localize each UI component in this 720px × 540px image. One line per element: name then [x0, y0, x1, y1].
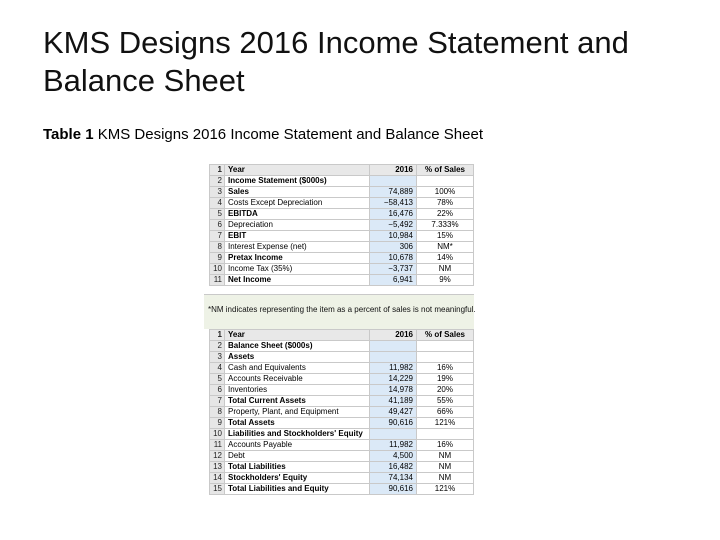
balance-row [210, 440, 474, 451]
row-value: 14,229 [370, 374, 417, 385]
income-row [210, 231, 474, 242]
row-label: Cash and Equivalents [225, 363, 370, 374]
row-pct: 121% [417, 484, 474, 495]
row-value: −5,492 [370, 220, 417, 231]
row-number: 11 [210, 440, 225, 451]
balance-row-number: 1 [210, 330, 225, 341]
row-pct: NM [417, 264, 474, 275]
row-pct: 100% [417, 187, 474, 198]
row-label: Debt [225, 451, 370, 462]
row-pct: 121% [417, 418, 474, 429]
income-year-value: 2016 [370, 165, 417, 176]
row-pct: 22% [417, 209, 474, 220]
row-value: 41,189 [370, 396, 417, 407]
row-value: −58,413 [370, 198, 417, 209]
row-number: 4 [210, 363, 225, 374]
row-number: 9 [210, 418, 225, 429]
row-label: Interest Expense (net) [225, 242, 370, 253]
row-number: 6 [210, 385, 225, 396]
row-label: Depreciation [225, 220, 370, 231]
caption-text: KMS Designs 2016 Income Statement and Balance Sheet [97, 126, 483, 143]
row-number: 5 [210, 374, 225, 385]
balance-row [210, 484, 474, 495]
balance-row [210, 473, 474, 484]
row-number: 9 [210, 253, 225, 264]
row-pct: 14% [417, 253, 474, 264]
income-row [210, 187, 474, 198]
income-statement-table [209, 164, 474, 286]
row-number: 11 [210, 275, 225, 286]
row-pct: 55% [417, 396, 474, 407]
balance-row [210, 385, 474, 396]
balance-row [210, 418, 474, 429]
row-label: Total Liabilities and Equity [225, 484, 370, 495]
balance-row [210, 462, 474, 473]
row-pct: NM [417, 473, 474, 484]
row-number: 2 [210, 176, 225, 187]
balance-row [210, 374, 474, 385]
row-number: 5 [210, 209, 225, 220]
slide-title: KMS Designs 2016 Income Statement and Balance Sheet [43, 25, 629, 98]
row-value: 16,482 [370, 462, 417, 473]
row-label: Income Tax (35%) [225, 264, 370, 275]
row-value: 14,978 [370, 385, 417, 396]
footnote-band [204, 294, 474, 329]
income-row [210, 198, 474, 209]
row-pct [417, 341, 474, 352]
row-pct: 19% [417, 374, 474, 385]
row-value [370, 352, 417, 363]
row-number: 7 [210, 231, 225, 242]
row-label: Property, Plant, and Equipment [225, 407, 370, 418]
row-number: 8 [210, 242, 225, 253]
footnote: *NM indicates representing the item as a percent of sales is not meaningful. [208, 305, 476, 314]
row-value [370, 176, 417, 187]
row-pct: NM [417, 451, 474, 462]
row-label: Sales [225, 187, 370, 198]
row-label: EBITDA [225, 209, 370, 220]
balance-row [210, 396, 474, 407]
row-label: Assets [225, 352, 370, 363]
row-pct [417, 352, 474, 363]
balance-row [210, 451, 474, 462]
row-value: 306 [370, 242, 417, 253]
income-year-label: Year [225, 165, 370, 176]
table-caption [43, 126, 483, 143]
income-pct-header: % of Sales [417, 165, 474, 176]
row-pct: NM* [417, 242, 474, 253]
row-number: 6 [210, 220, 225, 231]
balance-year-value: 2016 [370, 330, 417, 341]
row-label: Accounts Receivable [225, 374, 370, 385]
balance-row [210, 429, 474, 440]
income-row [210, 209, 474, 220]
row-label: Costs Except Depreciation [225, 198, 370, 209]
row-pct [417, 176, 474, 187]
row-label: Net Income [225, 275, 370, 286]
row-pct: 15% [417, 231, 474, 242]
caption-prefix: Table 1 [43, 126, 94, 143]
row-value: 11,982 [370, 440, 417, 451]
income-row [210, 275, 474, 286]
row-number: 14 [210, 473, 225, 484]
row-label: Inventories [225, 385, 370, 396]
row-value [370, 341, 417, 352]
row-value: 16,476 [370, 209, 417, 220]
row-number: 4 [210, 198, 225, 209]
row-label: Balance Sheet ($000s) [225, 341, 370, 352]
balance-sheet-table [209, 329, 474, 495]
income-row [210, 220, 474, 231]
income-row-number: 1 [210, 165, 225, 176]
row-value: 10,984 [370, 231, 417, 242]
income-header-row [210, 165, 474, 176]
row-pct: 7.333% [417, 220, 474, 231]
row-number: 15 [210, 484, 225, 495]
row-value: 49,427 [370, 407, 417, 418]
row-pct: 66% [417, 407, 474, 418]
row-number: 13 [210, 462, 225, 473]
income-row [210, 253, 474, 264]
row-value: 74,134 [370, 473, 417, 484]
row-label: Income Statement ($000s) [225, 176, 370, 187]
row-number: 12 [210, 451, 225, 462]
row-pct: 16% [417, 440, 474, 451]
row-value: 11,982 [370, 363, 417, 374]
row-label: Total Current Assets [225, 396, 370, 407]
row-pct: 16% [417, 363, 474, 374]
row-number: 3 [210, 352, 225, 363]
row-value: 90,616 [370, 484, 417, 495]
row-pct: 78% [417, 198, 474, 209]
income-row [210, 242, 474, 253]
row-value: 74,889 [370, 187, 417, 198]
row-value: 4,500 [370, 451, 417, 462]
balance-header-row [210, 330, 474, 341]
balance-row [210, 363, 474, 374]
balance-row [210, 341, 474, 352]
row-number: 10 [210, 429, 225, 440]
row-value [370, 429, 417, 440]
balance-year-label: Year [225, 330, 370, 341]
balance-row [210, 352, 474, 363]
row-pct [417, 429, 474, 440]
row-value: 6,941 [370, 275, 417, 286]
row-number: 10 [210, 264, 225, 275]
row-label: EBIT [225, 231, 370, 242]
row-label: Accounts Payable [225, 440, 370, 451]
row-label: Stockholders' Equity [225, 473, 370, 484]
balance-pct-header: % of Sales [417, 330, 474, 341]
row-value: 90,616 [370, 418, 417, 429]
row-label: Total Liabilities [225, 462, 370, 473]
row-value: 10,678 [370, 253, 417, 264]
row-pct: 9% [417, 275, 474, 286]
row-number: 2 [210, 341, 225, 352]
row-label: Total Assets [225, 418, 370, 429]
row-label: Liabilities and Stockholders' Equity [225, 429, 370, 440]
row-number: 3 [210, 187, 225, 198]
row-pct: 20% [417, 385, 474, 396]
row-label: Pretax Income [225, 253, 370, 264]
income-row [210, 176, 474, 187]
income-row [210, 264, 474, 275]
row-pct: NM [417, 462, 474, 473]
balance-row [210, 407, 474, 418]
row-number: 8 [210, 407, 225, 418]
row-value: −3,737 [370, 264, 417, 275]
row-number: 7 [210, 396, 225, 407]
